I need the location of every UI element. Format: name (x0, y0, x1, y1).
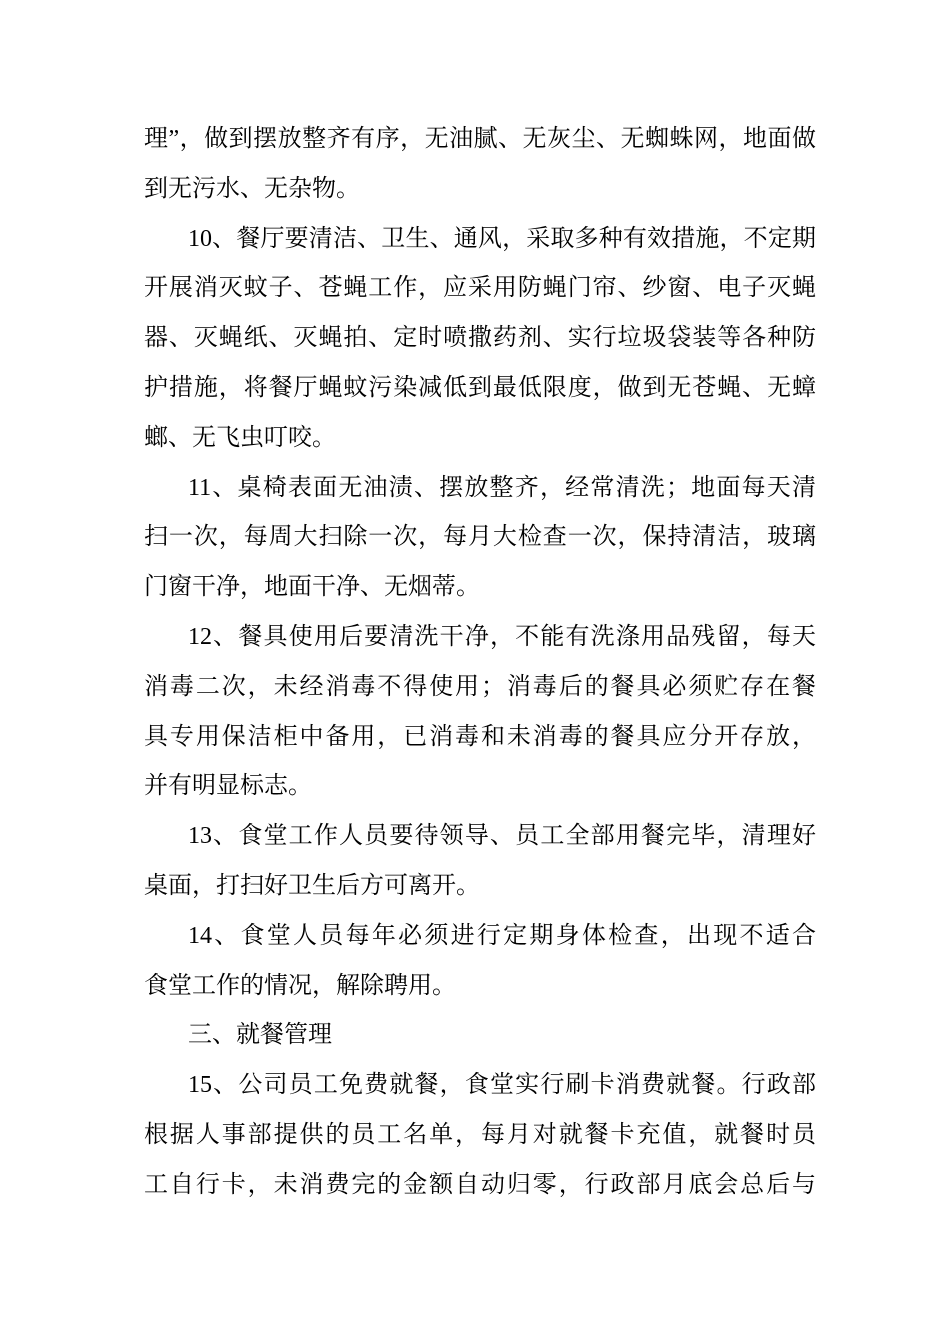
text-line: 门窗干净，地面干净、无烟蒂。 (144, 574, 480, 601)
text-line: 器、灭蝇纸、灭蝇拍、定时喷撒药剂、实行垃圾袋装等各种防 (144, 325, 816, 352)
document-body (144, 115, 816, 1211)
text-line: 桌面，打扫好卫生后方可离开。 (144, 872, 480, 899)
text-line: 14、食堂人员每年必须进行定期身体检查，出现不适合 (188, 922, 816, 949)
text-line: 11、桌椅表面无油渍、摆放整齐，经常清洗；地面每天清 (188, 474, 816, 501)
text-line: 根据人事部提供的员工名单，每月对就餐卡充值，就餐时员 (144, 1121, 816, 1148)
text-line: 到无污水、无杂物。 (144, 175, 360, 202)
text-line: 12、餐具使用后要清洗干净，不能有洗涤用品残留，每天 (188, 623, 816, 650)
text-line: 三、就餐管理 (188, 1022, 332, 1049)
text-line: 10、餐厅要清洁、卫生、通风，采取多种有效措施，不定期 (188, 225, 816, 252)
text-line: 食堂工作的情况，解除聘用。 (144, 972, 456, 999)
text-line: 消毒二次，未经消毒不得使用；消毒后的餐具必须贮存在餐 (144, 673, 816, 700)
text-line: 螂、无飞虫叮咬。 (144, 424, 336, 451)
text-line: 13、食堂工作人员要待领导、员工全部用餐完毕，清理好 (188, 823, 816, 850)
text-line: 理”，做到摆放整齐有序，无油腻、无灰尘、无蜘蛛网，地面做 (144, 126, 816, 152)
text-line: 工自行卡，未消费完的金额自动归零，行政部月底会总后与 (144, 1171, 816, 1198)
text-line: 扫一次，每周大扫除一次，每月大检查一次，保持清洁，玻璃 (144, 524, 816, 551)
text-line: 具专用保洁柜中备用，已消毒和未消毒的餐具应分开存放， (144, 723, 816, 750)
text-line: 15、公司员工免费就餐，食堂实行刷卡消费就餐。行政部 (188, 1072, 816, 1099)
text-line: 护措施，将餐厅蝇蚊污染减低到最低限度，做到无苍蝇、无蟑 (144, 374, 816, 401)
text-line: 开展消灭蚊子、苍蝇工作，应采用防蝇门帘、纱窗、电子灭蝇 (144, 275, 816, 302)
text-line: 并有明显标志。 (144, 773, 312, 800)
